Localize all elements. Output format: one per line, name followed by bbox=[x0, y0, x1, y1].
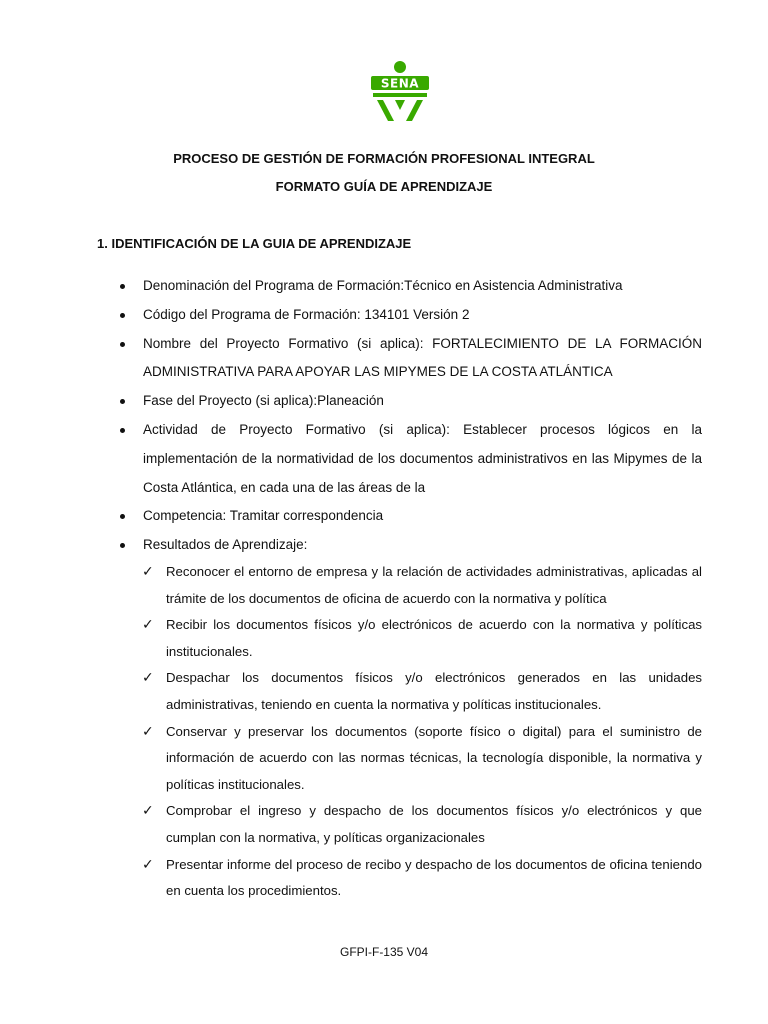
result-item bbox=[142, 612, 702, 665]
result-item bbox=[142, 798, 702, 851]
result-item bbox=[142, 665, 702, 718]
learning-results-list bbox=[142, 559, 702, 905]
result-item-text: Despachar los documentos físicos y/o electrónicos generados en las unidades administrativas, teniendo en cuenta la normativa y políticas institucionales. bbox=[166, 670, 702, 712]
list-item-text: Resultados de Aprendizaje: bbox=[143, 537, 308, 553]
format-title: FORMATO GUÍA DE APRENDIZAJE bbox=[275, 179, 493, 194]
bullet-icon bbox=[120, 284, 125, 289]
result-item bbox=[142, 719, 702, 799]
process-title: PROCESO DE GESTIÓN DE FORMACIÓN PROFESIONAL INTEGRAL bbox=[173, 151, 595, 166]
list-item bbox=[120, 301, 702, 330]
checkmark-icon: ✓ bbox=[142, 803, 154, 820]
bullet-icon bbox=[120, 428, 125, 433]
result-item-text: Conservar y preservar los documentos (soporte físico o digital) para el suministro de información de acuerdo con las normas técnicas, la tecnología disponible, la normativa y políticas institucionales. bbox=[166, 723, 702, 792]
list-item-text: Código del Programa de Formación: 134101 Versión 2 bbox=[143, 306, 470, 322]
sena-logo-icon bbox=[369, 60, 431, 122]
checkmark-icon: ✓ bbox=[142, 564, 154, 580]
bullet-icon bbox=[120, 399, 125, 404]
list-item bbox=[120, 502, 702, 531]
logo-text: SENA bbox=[380, 76, 420, 91]
list-item bbox=[120, 416, 702, 502]
list-item-text: Competencia: Tramitar correspondencia bbox=[143, 508, 384, 524]
checkmark-icon: ✓ bbox=[142, 856, 154, 873]
footer-form-code: GFPI-F-135 V04 bbox=[339, 945, 429, 959]
checkmark-icon: ✓ bbox=[142, 617, 154, 634]
result-item bbox=[142, 559, 702, 612]
bullet-icon bbox=[120, 543, 125, 548]
bullet-icon bbox=[120, 313, 125, 318]
list-item-text: Fase del Proyecto (si aplica):Planeación bbox=[143, 393, 384, 409]
checkmark-icon: ✓ bbox=[142, 723, 154, 740]
bullet-icon bbox=[120, 514, 125, 519]
list-item-text: Nombre del Proyecto Formativo (si aplica): FORTALECIMIENTO DE LA FORMACIÓN ADMINISTRATIVA PARA APOYAR LAS MIPYMES DE LA COSTA ATLÁNTICA bbox=[143, 335, 702, 380]
result-item-text: Comprobar el ingreso y despacho de los documentos físicos y/o electrónicos y que cumplan con la normativa, y políticas organizacionales bbox=[166, 803, 702, 845]
checkmark-icon: ✓ bbox=[142, 670, 154, 687]
result-item-text: Reconocer el entorno de empresa y la relación de actividades administrativas, aplicadas al trámite de los documentos de oficina de acuerdo con la normativa y política bbox=[166, 564, 702, 606]
result-item bbox=[142, 852, 702, 905]
list-item bbox=[120, 387, 702, 416]
section-heading: 1. IDENTIFICACIÓN DE LA GUIA DE APRENDIZAJE bbox=[97, 236, 412, 251]
list-item-text: Actividad de Proyecto Formativo (si aplica): Establecer procesos lógicos en la implementación de la normatividad de los documentos administrativos en las Mipymes de la Costa Atlántica, en cada una de las áreas de la bbox=[143, 421, 702, 495]
list-item bbox=[120, 272, 702, 301]
list-item-text: Denominación del Programa de Formación:Técnico en Asistencia Administrativa bbox=[143, 278, 623, 293]
identification-list bbox=[120, 272, 702, 560]
result-item-text: Recibir los documentos físicos y/o electrónicos de acuerdo con la normativa y políticas institucionales. bbox=[166, 617, 702, 659]
list-item bbox=[120, 531, 702, 560]
result-item-text: Presentar informe del proceso de recibo y despacho de los documentos de oficina teniendo en cuenta los procedimientos. bbox=[166, 856, 702, 899]
list-item bbox=[120, 330, 702, 388]
bullet-icon bbox=[120, 342, 125, 347]
